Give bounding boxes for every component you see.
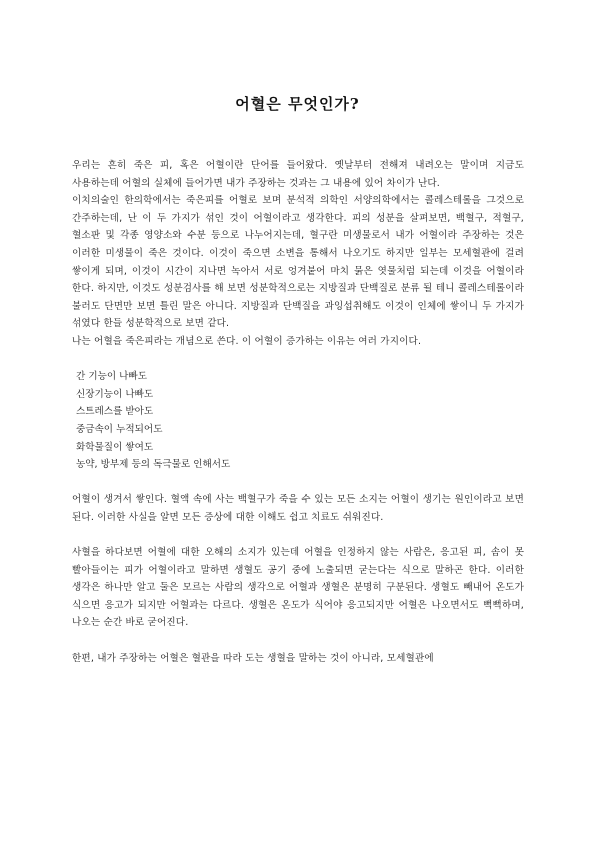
paragraph-accumulation: 어혈이 생겨서 쌓인다. 혈액 속에 사는 백혈구가 죽을 수 있는 모든 소지는 어혈이 생기는 원인이라고 보면 된다. 이러한 사실을 알면 모든 증상에 대한 이해도 쉽고 치료도 쉬워진다. [72, 494, 524, 523]
list-item: 신장기능이 나빠도 [76, 388, 154, 400]
paragraph-explanation: 이치의술인 한의학에서는 죽은피를 어혈로 보며 분석적 의학인 서양의학에서는 콜레스테롤을 그것으로 간주하는데, 난 이 두 가지가 섞인 것이 어혈이라고 생각한다. 피의 성분을 살펴보면, 백혈구, 적혈구, 혈소판 및 각종 영양소와 수분 등으로 나누어지는데, 혈구란 미생물로서 내가 어혈이라 주장하는 것은 이러한 미생물이 죽은 것이다. 이것이 죽으면 소변을 통해서 나오기도 하지만 일부는 모세혈관에 걸려 쌓이게 되며, 이것이 시간이 지나면 녹아서 서로 엉겨붙어 마치 묽은 엿물처럼 되는데 이것을 어혈이라 한다. 하지만, 이것도 성분검사를 해 보면 성분학적으로는 지방질과 단백질로 분류 될 테니 콜레스테롤이라 불러도 단면만 보면 틀린 말은 아니다. 지방질과 단백질을 과잉섭취해도 이것이 인체에 쌓이니 두 가지가 섞였다 한들 성분학적으로 보면 같다. [72, 195, 524, 330]
cause-list [72, 368, 524, 474]
document-title: 어혈은 무엇인가? [235, 95, 360, 113]
paragraph-continuation: 한편, 내가 주장하는 어혈은 혈관을 따라 도는 생혈을 말하는 것이 아니라, 모세혈관에 [72, 652, 434, 664]
paragraph-intro: 우리는 흔히 죽은 피, 혹은 어혈이란 단어를 들어왔다. 옛날부터 전해져 내려오는 말이며 지금도 사용하는데 어혈의 실체에 들어가면 내가 주장하는 것과는 그 내용에 있어 차이가 난다. [72, 160, 524, 189]
list-item: 스트레스를 받아도 [76, 406, 154, 418]
paragraph-bloodletting: 사혈을 하다보면 어혈에 대한 오해의 소지가 있는데 어혈을 인정하지 않는 사람은, 응고된 피, 솜이 못 빨아들이는 피가 어혈이라고 말하면 생혈도 공기 중에 노출되면 굳는다는 식으로 말하곤 한다. 이러한 생각은 하나만 알고 둘은 모르는 사람의 생각으로 어혈과 생혈은 분명히 구분된다. 생혈도 빼내어 온도가 식으면 응고가 되지만 어혈과는 다르다. 생혈은 온도가 식어야 응고되지만 어혈은 나오면서도 뻑뻑하며, 나오는 순간 바로 굳어진다. [72, 547, 524, 629]
spacer [72, 632, 524, 650]
document-body [72, 157, 524, 667]
spacer [72, 351, 524, 369]
list-item: 중금속이 누적되어도 [76, 423, 163, 435]
list-item: 간 기능이 나빠도 [76, 371, 147, 383]
spacer [72, 474, 524, 492]
spacer [72, 526, 524, 544]
paragraph-cause-intro: 나는 어혈을 죽은피라는 개념으로 쓴다. 이 어혈이 증가하는 이유는 여러 가지이다. [72, 335, 422, 347]
list-item: 농약, 방부제 등의 독극물로 인해서도 [76, 459, 231, 471]
list-item: 화학물질이 쌓여도 [76, 441, 154, 453]
